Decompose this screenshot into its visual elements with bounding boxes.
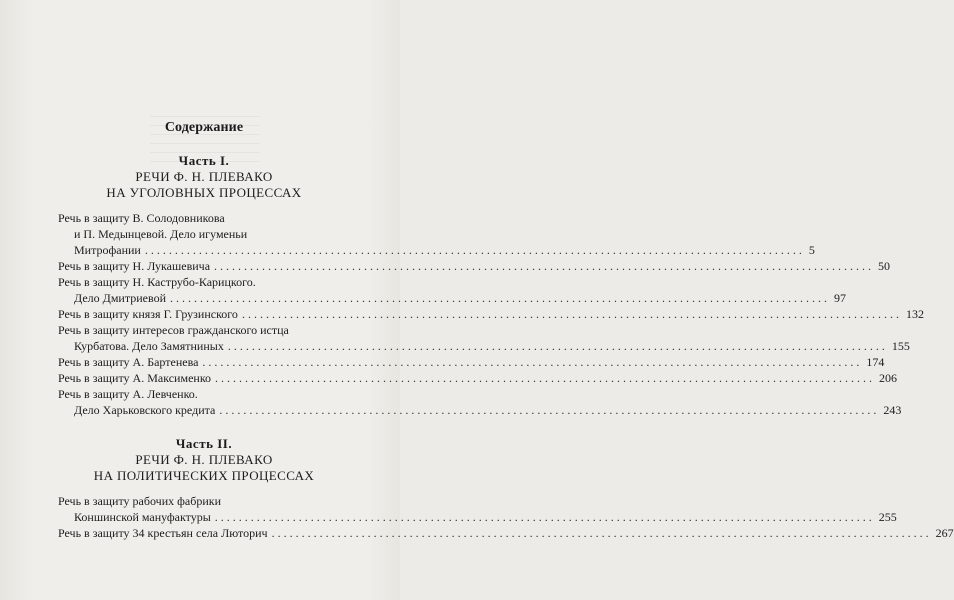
page-number: 50 <box>878 259 891 273</box>
leader-dots: .............................................................................................................. <box>219 403 880 417</box>
toc-entry <box>58 258 891 274</box>
entry-text: Речь в защиту А. Максименко <box>58 371 212 385</box>
part-title-line: НА ПОЛИТИЧЕСКИХ ПРОЦЕССАХ <box>93 468 315 483</box>
leader-dots: .............................................................................................................. <box>170 291 830 305</box>
entry-text: Митрофании <box>74 243 141 257</box>
toc-entry <box>58 306 924 322</box>
part-heading <box>58 436 350 484</box>
entry-text: Речь в защиту В. Солодовникова <box>58 211 225 225</box>
leader-dots: .............................................................................................................. <box>271 526 932 540</box>
page-number: 255 <box>878 510 897 524</box>
entry-text: Дело Дмитриевой <box>74 291 166 305</box>
part-label: Часть I. <box>178 153 230 168</box>
page-number: 206 <box>879 371 898 385</box>
entry-text: Речь в защиту А. Бартенева <box>58 355 199 369</box>
entry-text: Речь в защиту Н. Каструбо-Карицкого. <box>58 275 256 289</box>
table-of-contents <box>58 120 954 541</box>
page-number: 243 <box>883 403 902 417</box>
part-title-line: РЕЧИ Ф. Н. ПЛЕВАКО <box>135 169 273 184</box>
part-title-line: НА УГОЛОВНЫХ ПРОЦЕССАХ <box>106 185 302 200</box>
page-number: 97 <box>834 291 846 305</box>
page-number: 267 <box>935 526 954 540</box>
leader-dots: .............................................................................................................. <box>215 371 876 385</box>
entry-text: Речь в защиту князя Г. Грузинского <box>58 307 238 321</box>
entry-text: Дело Харьковского кредита <box>74 403 216 417</box>
toc-entry <box>58 493 897 525</box>
leader-dots: .............................................................................................................. <box>214 510 875 524</box>
part-label: Часть II. <box>175 436 233 451</box>
entries-list <box>58 210 924 418</box>
entry-text: Речь в защиту А. Левченко. <box>58 387 198 401</box>
entry-text: Речь в защиту Н. Лукашевича <box>58 259 211 273</box>
toc-entry <box>58 210 815 258</box>
page-number: 155 <box>891 339 910 353</box>
entry-text: Речь в защиту интересов гражданского истца <box>58 323 289 337</box>
leader-dots: .............................................................................................................. <box>202 355 863 369</box>
toc-entry <box>58 354 885 370</box>
toc-entry <box>58 370 898 386</box>
part-1 <box>58 153 924 418</box>
entry-text: Курбатова. Дело Замятниных <box>74 339 224 353</box>
part-heading <box>58 153 350 201</box>
leader-dots: .............................................................................................................. <box>241 307 902 321</box>
toc-entry <box>58 525 954 541</box>
leader-dots: .............................................................................................................. <box>214 259 875 273</box>
page-number: 174 <box>866 355 885 369</box>
entry-text: Коншинской мануфактуры <box>74 510 211 524</box>
toc-entry <box>58 386 902 418</box>
entry-text: Речь в защиту рабочих фабрики <box>58 494 221 508</box>
part-2 <box>58 436 954 541</box>
leader-dots: .............................................................................................................. <box>227 339 888 353</box>
toc-entry <box>58 322 910 354</box>
contents-heading: Содержание <box>164 120 244 135</box>
page-number: 5 <box>808 243 815 257</box>
entry-text: и П. Медынцевой. Дело игуменьи <box>74 227 248 241</box>
entry-text: Речь в защиту 34 крестьян села Люторич <box>58 526 268 540</box>
page-number: 132 <box>905 307 924 321</box>
leader-dots: .............................................................................................................. <box>144 243 805 257</box>
part-title-line: РЕЧИ Ф. Н. ПЛЕВАКО <box>135 452 273 467</box>
toc-entry <box>58 274 846 306</box>
entries-list <box>58 493 954 541</box>
